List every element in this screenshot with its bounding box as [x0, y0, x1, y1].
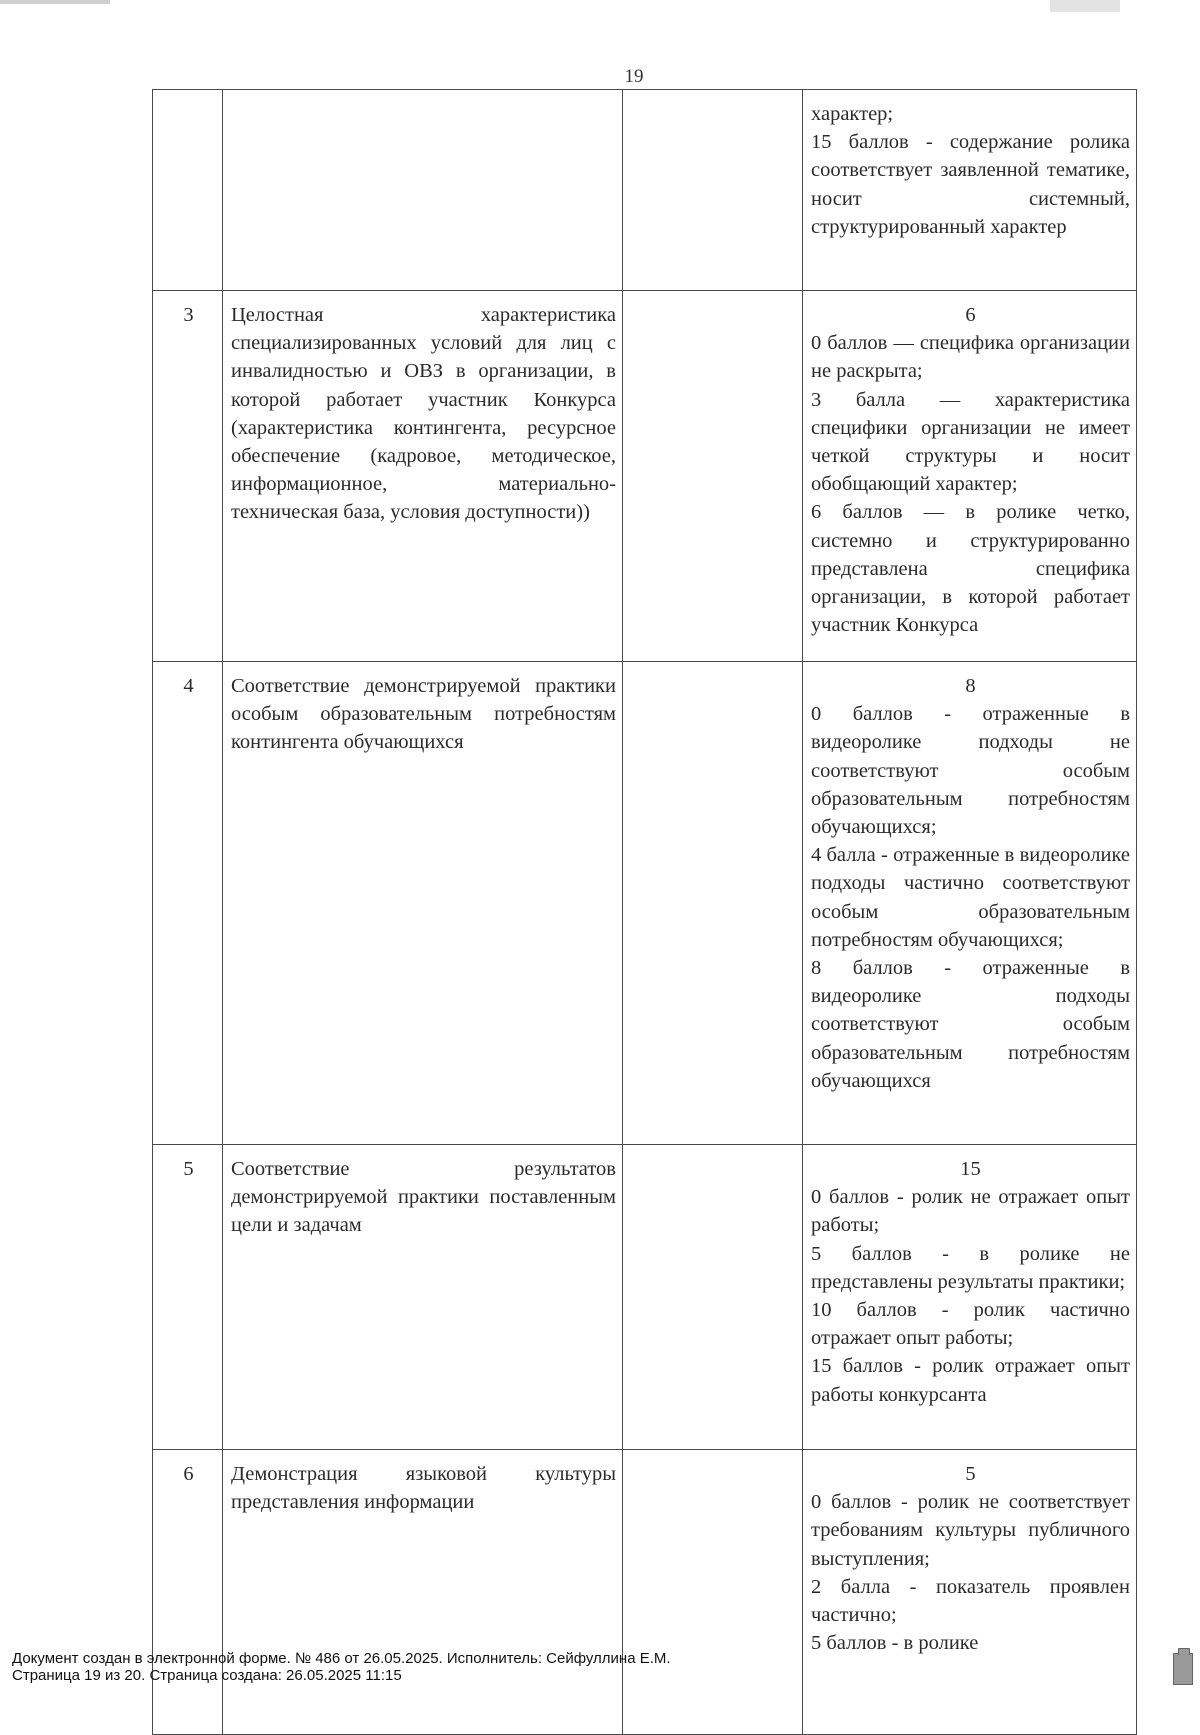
table-row — [153, 90, 1137, 291]
scoring-levels — [803, 90, 1137, 291]
table-row — [153, 1450, 1137, 1735]
criterion-name: Демонстрация языковой культуры представления информации — [223, 1450, 623, 1735]
row-number: 4 — [153, 662, 223, 1145]
table-row — [153, 291, 1137, 662]
score-level: 15 баллов - содержание ролика соответствует заявленной тематике, носит системный, структурированный характер — [811, 131, 1130, 238]
row-number — [153, 90, 223, 291]
table-row — [153, 662, 1137, 1145]
max-score: 15 — [960, 1158, 981, 1180]
table-row — [153, 1145, 1137, 1450]
empty-cell — [623, 90, 803, 291]
score-level: 8 баллов - отраженные в видеоролике подходы соответствуют особым образовательным потребностям обучающихся — [811, 957, 1130, 1092]
score-level: 10 баллов - ролик частично отражает опыт работы; — [811, 1299, 1130, 1350]
document-footer — [12, 1650, 671, 1684]
emblem-icon — [1173, 1653, 1193, 1685]
max-score: 5 — [965, 1463, 976, 1485]
criterion-name: Соответствие результатов демонстрируемой практики поставленным цели и задачам — [223, 1145, 623, 1450]
score-level: 4 балла - отраженные в видеоролике подходы частично соответствуют особым образовательным потребностям обучающихся; — [811, 844, 1130, 951]
score-level: 3 балла — характеристика специфики организации не имеет четкой структуры и носит обобщающий характер; — [811, 388, 1130, 496]
row-number: 5 — [153, 1145, 223, 1450]
score-level: 5 баллов - в ролике — [811, 1632, 979, 1655]
scoring-levels — [803, 662, 1137, 1145]
row-number: 6 — [153, 1450, 223, 1735]
score-level: 0 баллов - ролик не соответствует требованиям культуры публичного выступления; — [811, 1491, 1130, 1570]
empty-cell — [623, 291, 803, 662]
scan-artifact-left — [0, 0, 110, 4]
score-level: 6 баллов — в ролике четко, системно и структурированно представлена специфика организации, в которой работает участник Конкурса — [811, 501, 1130, 637]
scoring-levels — [803, 1145, 1137, 1450]
criterion-name — [223, 90, 623, 291]
page-number: 19 — [624, 66, 644, 87]
scoring-levels — [803, 291, 1137, 662]
criteria-table — [152, 89, 1137, 1735]
max-score: 6 — [965, 304, 976, 326]
empty-cell — [623, 1145, 803, 1450]
row-number: 3 — [153, 291, 223, 662]
footer-line-2: Страница 19 из 20. Страница создана: 26.05.2025 11:15 — [12, 1667, 402, 1684]
score-level: 0 баллов - ролик не отражает опыт работы; — [811, 1186, 1130, 1237]
score-level: 5 баллов - в ролике не представлены результаты практики; — [811, 1242, 1130, 1293]
scoring-levels — [803, 1450, 1137, 1735]
score-level: 0 баллов - отраженные в видеоролике подходы не соответствуют особым образовательным потребностям обучающихся; — [811, 703, 1130, 839]
score-level: 0 баллов — специфика организации не раскрыта; — [811, 332, 1130, 383]
empty-cell — [623, 1450, 803, 1735]
score-level: характер; — [811, 103, 894, 125]
footer-line-1: Документ создан в электронной форме. № 486 от 26.05.2025. Исполнитель: Сейфуллина Е.М. — [12, 1650, 671, 1667]
score-level: 15 баллов - ролик отражает опыт работы конкурсанта — [811, 1355, 1130, 1406]
max-score: 8 — [965, 675, 976, 697]
empty-cell — [623, 662, 803, 1145]
criterion-name: Соответствие демонстрируемой практики особым образовательным потребностям контингента обучающихся — [223, 662, 623, 1145]
scan-artifact-right — [1050, 0, 1120, 12]
criterion-name: Целостная характеристика специализированных условий для лиц с инвалидностью и ОВЗ в организации, в которой работает участник Конкурса (характеристика контингента, ресурсное обеспечение (кадровое, методическое, информационное, материально-техническая база, условия доступности)) — [223, 291, 623, 662]
score-level: 2 балла - показатель проявлен частично; — [811, 1575, 1130, 1627]
